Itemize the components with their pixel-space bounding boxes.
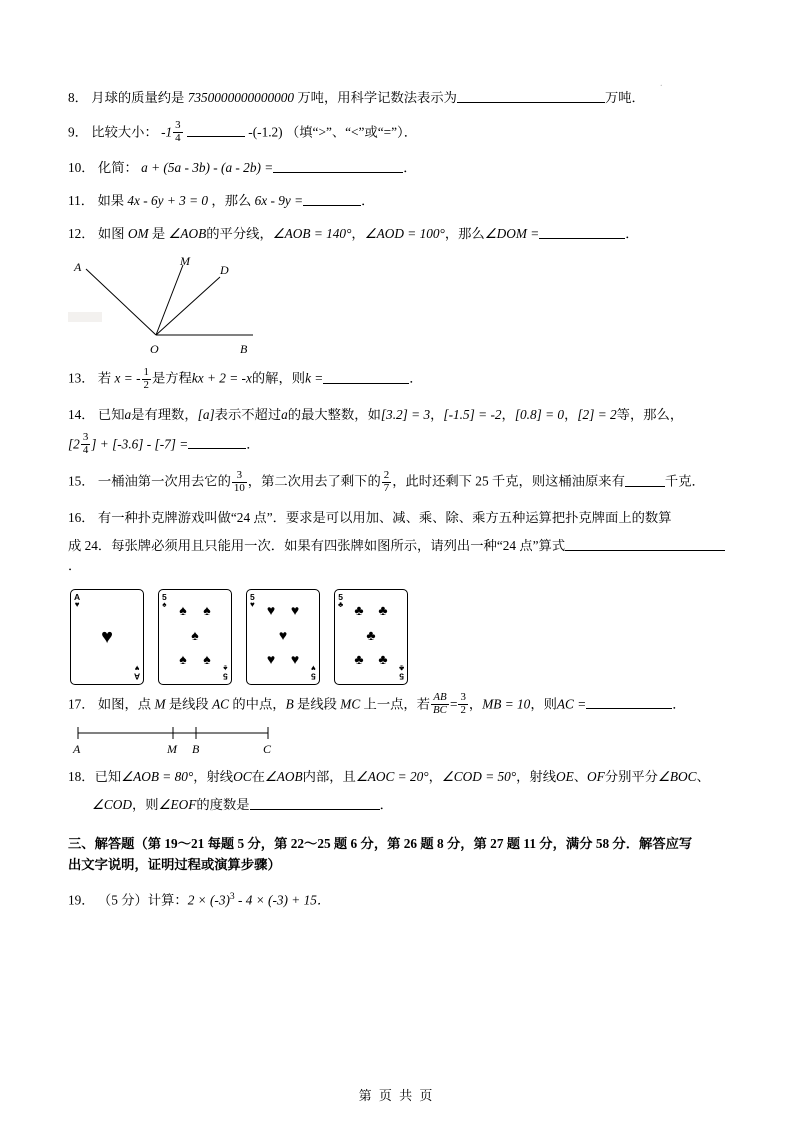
question-18-line1-g: 内部，且: [302, 769, 356, 785]
question-18-line1-o: 分别平分: [604, 769, 658, 785]
question-14-line1-d: [a]: [197, 406, 215, 422]
question-16-answer-blank: [565, 537, 725, 551]
question-18-line2-after: ．: [379, 797, 393, 813]
question-14-example-2: [-1.5] = -2: [443, 406, 502, 422]
question-9: [68, 121, 728, 146]
question-14-line1-a: 已知: [97, 406, 125, 422]
question-12-text-4: ，那么: [444, 226, 485, 242]
spade-icon: ♠: [179, 603, 187, 619]
question-19: [68, 890, 728, 910]
segment-label-A: A: [73, 742, 81, 757]
question-17-frac2-numerator: 3: [460, 691, 466, 704]
question-17-answer-blank: [586, 695, 672, 709]
question-10-answer-blank: [273, 160, 403, 174]
card-pip-grid: [83, 600, 131, 674]
question-17-frac-numerator: AB: [433, 691, 447, 704]
question-15-text-after: 千克．: [664, 473, 705, 489]
segment-label-C: C: [263, 742, 272, 757]
question-15-answer-blank: [625, 473, 665, 487]
question-18-line1-p: ∠BOC: [657, 769, 697, 785]
card-corner-bottom-right: [399, 664, 404, 681]
card-suit-icon: ♥: [74, 600, 80, 610]
question-18-line1-h: ∠AOC = 20°: [355, 769, 429, 785]
question-8-text-before: 月球的质量约是: [91, 90, 185, 105]
card-suit-icon: ♥: [311, 664, 316, 674]
heart-icon: ♥: [266, 603, 276, 619]
angle-label-A: A: [74, 260, 82, 275]
question-17-number: 17．: [68, 695, 95, 711]
card-pip-grid: [347, 600, 395, 674]
question-10-text-before: 化简：: [97, 160, 138, 176]
question-12-text-1: 是: [151, 226, 166, 242]
question-18-line1-e: 在: [251, 769, 265, 785]
question-8-text-mid: 万吨，用科学记数法表示为: [297, 90, 457, 105]
question-13-expr-1: x = -: [114, 370, 141, 386]
question-14-number: 14．: [68, 406, 95, 422]
question-14-answer-blank: [188, 435, 246, 449]
card-ace-hearts: [70, 589, 144, 685]
question-12-eq-1: ∠AOB = 140°: [272, 226, 352, 242]
question-17-ac: AC: [212, 695, 230, 711]
question-17-t1: 是线段: [168, 695, 209, 711]
question-17-t5: ，: [468, 695, 483, 711]
question-12: [68, 224, 728, 244]
question-18-line1-f: ∠AOB: [264, 769, 303, 785]
heart-icon: ♥: [278, 628, 288, 644]
question-15-fraction-2: [382, 470, 391, 495]
question-8-text-after: 万吨．: [604, 90, 645, 105]
card-suit-icon: ♠: [162, 600, 167, 610]
question-11-expr-1: 4x - 6y + 3 = 0: [127, 193, 209, 209]
question-12-text-before: 如图: [97, 226, 125, 242]
question-8-answer-blank: [457, 89, 605, 103]
document-content: [68, 88, 728, 923]
question-17-eq: =: [449, 695, 458, 711]
question-13-text-mid-2: 的解，则: [251, 370, 306, 386]
club-icon: ♣: [378, 653, 388, 669]
question-18-line2-c: ∠EOF: [158, 797, 197, 813]
spade-icon: ♠: [203, 653, 211, 669]
question-14-line1-c: 是有理数，: [131, 406, 198, 422]
card-pip-grid: [171, 600, 219, 674]
angle-label-B: B: [240, 342, 248, 357]
question-9-text-after: （填“>”、“<”或“=”）．: [285, 124, 417, 140]
question-19-number: 19．: [68, 891, 95, 907]
question-10-expr: a + (5a - 3b) - (a - 2b) =: [141, 160, 274, 176]
question-15-frac2-denominator: 7: [383, 481, 390, 494]
segment-label-M: M: [167, 742, 177, 757]
playing-cards-figure: [70, 589, 728, 685]
question-13-frac-denominator: 2: [143, 378, 149, 391]
question-9-frac-numerator: 3: [175, 119, 181, 132]
question-14-line1-f: a: [281, 406, 288, 422]
question-17-text-after: ．: [672, 695, 686, 711]
question-9-number: 9．: [68, 124, 88, 140]
section-three-header: [68, 833, 728, 876]
question-15-text-mid: ，第二次用去了剩下的: [247, 473, 381, 489]
card-rank: 5: [223, 671, 228, 682]
question-11: [68, 191, 728, 211]
question-19-expr-a: 2 × (-3): [187, 891, 230, 907]
question-13-expr-2: kx + 2 = -x: [191, 370, 252, 386]
question-9-answer-blank: [187, 124, 245, 138]
card-corner-bottom-right: [223, 664, 228, 681]
question-14-frac-denominator: 4: [82, 443, 89, 456]
question-16-line-2-after: ．: [68, 557, 82, 573]
question-16: [68, 508, 728, 576]
question-18-answer-blank: [250, 796, 380, 810]
question-14-line2-pre: [2: [68, 436, 80, 452]
card-rank: 5: [399, 671, 404, 682]
question-13-text-mid: 是方程: [151, 370, 192, 386]
question-10-text-after: ．: [403, 160, 417, 176]
question-18-line1-d: OC: [233, 769, 252, 785]
card-rank: 5: [250, 591, 255, 602]
question-18-line1-b: ∠AOB = 80°: [121, 769, 194, 785]
question-18-line2-a: ∠COD: [92, 797, 132, 813]
question-17-t2: 的中点，: [232, 695, 286, 711]
card-corner-bottom-right: [311, 664, 316, 681]
card-suit-icon: ♥: [134, 664, 140, 674]
question-12-number: 12．: [68, 226, 95, 242]
question-14-line1-h: 等，那么，: [616, 406, 684, 422]
card-corner-top-left: [338, 593, 343, 610]
question-17-value-fraction: [458, 692, 467, 717]
question-15-frac2-numerator: 2: [383, 468, 390, 481]
angle-label-O: O: [150, 342, 159, 357]
question-17-b: B: [285, 695, 294, 711]
question-16-line-1: 有一种扑克牌游戏叫做“24 点”．要求是可以用加、减、乘、除、乘方五种运算把扑克牌面上的数算: [97, 509, 672, 525]
card-suit-icon: ♠: [223, 664, 228, 674]
question-18-number: 18．: [68, 769, 95, 785]
club-icon: ♣: [366, 628, 376, 644]
page-footer: 第 页 共 页: [358, 1088, 435, 1103]
question-11-number: 11．: [68, 193, 95, 209]
question-11-text-before: 如果: [97, 193, 125, 209]
question-14: 14． 已知a是有理数，[a]表示不超过a的最大整数，如[3.2] = 3，[-1.5] = -2，[0.8] = 0，[2] = 2等，那么， [2 $\frac{3}{4}$ ] + [-3.6] - [-7] = ．: [68, 406, 684, 456]
question-14-fraction: [81, 432, 90, 457]
card-suit-icon: ♥: [250, 600, 255, 610]
question-11-expr-2: 6x - 9y =: [254, 193, 304, 209]
question-19-expr-sup: 3: [229, 890, 235, 902]
question-18-line1-i: ，: [428, 769, 442, 785]
question-16-line-2: 成 24．每张牌必须用且只能用一次．如果有四张牌如图所示，请列出一种“24 点”算式: [68, 537, 566, 553]
heart-icon: ♥: [266, 653, 276, 669]
section-three-title-line1: 三、解答题（第 19～21 每题 5 分，第 22～25 题 6 分，第 26 题 8 分，第 27 题 11 分，满分 58 分．解答应写: [68, 836, 693, 852]
card-rank: A: [74, 591, 81, 602]
question-15: [68, 470, 728, 495]
question-18-line1-q: 、: [696, 769, 710, 785]
question-13-fraction: [142, 367, 151, 392]
question-17-mc: MC: [340, 695, 361, 711]
question-10: [68, 158, 728, 178]
question-19-points: （5 分）: [97, 891, 148, 907]
question-14-line2-after: ．: [246, 436, 260, 452]
spade-icon: ♠: [191, 628, 199, 644]
question-14-example-1: [3.2] = 3: [380, 406, 431, 422]
section-three-title-line2: 出文字说明，证明过程或演算步骤）: [68, 857, 281, 873]
question-19-text: 计算：: [147, 891, 188, 907]
question-8: [68, 88, 728, 108]
question-9-expr-left: -1: [161, 124, 173, 140]
question-9-fraction: [173, 120, 182, 145]
question-17: [68, 693, 728, 718]
question-12-text-2: 的平分线，: [206, 226, 273, 242]
card-rank: A: [133, 671, 140, 682]
card-rank: 5: [338, 591, 343, 602]
question-14-line1-b: a: [124, 406, 132, 422]
question-12-eq-2: ∠AOD = 100°: [364, 226, 445, 242]
question-17-frac-denominator: BC: [433, 703, 447, 716]
question-18-line1-c: ，射线: [193, 769, 234, 785]
question-17-mb: MB = 10: [482, 695, 531, 711]
question-18-line1-j: ∠COD = 50°: [441, 769, 517, 785]
card-five-hearts: [246, 589, 320, 685]
question-15-frac1-numerator: 3: [236, 468, 243, 481]
question-16-number: 16．: [68, 509, 95, 525]
heart-icon: ♥: [290, 603, 300, 619]
heart-icon: ♥: [290, 653, 300, 669]
question-17-t4: 上一点，若: [363, 695, 431, 711]
question-17-acv: AC =: [556, 695, 587, 711]
question-11-text-mid: ，那么: [211, 193, 252, 209]
card-five-spades: [158, 589, 232, 685]
question-12-text-3: ，: [351, 226, 365, 242]
segment-label-B: B: [192, 742, 200, 757]
card-pip-grid: [259, 600, 307, 674]
card-corner-top-left: [250, 593, 255, 610]
question-14-example-3: [0.8] = 0: [514, 406, 565, 422]
question-13-text-before: 若: [97, 370, 112, 386]
question-18-line1-l: OE: [556, 769, 574, 785]
question-12-text-after: ．: [625, 226, 639, 242]
question-15-fraction-1: [232, 470, 247, 495]
card-rank: 5: [162, 591, 167, 602]
card-rank: 5: [311, 671, 316, 682]
question-17-t3: 是线段: [297, 695, 337, 711]
question-9-frac-denominator: 4: [175, 132, 181, 145]
question-17-m: M: [154, 695, 166, 711]
card-suit-icon: ♣: [398, 664, 404, 674]
question-11-text-after: ．: [361, 193, 375, 209]
question-13-number: 13．: [68, 370, 95, 386]
question-13-expr-3: k =: [305, 370, 324, 386]
question-9-expr-right: -(-1.2): [248, 124, 283, 140]
angle-label-D: D: [220, 263, 229, 278]
question-15-text-before: 一桶油第一次用去它的: [97, 473, 231, 489]
question-17-t6: ，则: [530, 695, 557, 711]
question-19-expr-b: - 4 × (-3) + 15．: [234, 891, 331, 907]
question-18: [68, 767, 728, 815]
spade-icon: ♠: [203, 603, 211, 619]
segment-figure-q17: [68, 721, 728, 763]
question-14-frac-numerator: 3: [82, 431, 89, 444]
question-12-dom: ∠DOM =: [484, 226, 540, 242]
question-8-number: 8．: [68, 90, 88, 105]
question-18-line1-m: 、: [573, 769, 588, 785]
card-five-clubs: [334, 589, 408, 685]
question-10-number: 10．: [68, 160, 95, 176]
question-17-text-before: 如图，点: [97, 695, 152, 711]
question-18-line2-d: 的度数是: [196, 797, 250, 813]
question-13-text-after: ．: [409, 370, 423, 386]
club-icon: ♣: [354, 653, 364, 669]
question-15-frac1-denominator: 10: [233, 481, 245, 494]
question-13-answer-blank: [323, 370, 409, 384]
question-12-om: OM: [127, 226, 149, 242]
card-corner-top-left: [74, 593, 80, 610]
angle-label-M: M: [180, 257, 190, 269]
card-corner-bottom-right: [134, 664, 140, 681]
question-14-line1-e: 表示不超过: [214, 406, 282, 422]
question-14-line1-g: 的最大整数，如: [287, 406, 381, 422]
card-corner-top-left: [162, 593, 167, 610]
question-17-ratio-fraction: [431, 692, 449, 717]
question-12-aob: ∠AOB: [168, 226, 207, 242]
question-14-line2-mid: ] + [-3.6] - [-7] =: [91, 436, 189, 452]
question-12-answer-blank: [539, 226, 625, 240]
heart-icon: ♥: [101, 625, 113, 648]
club-icon: ♣: [378, 603, 388, 619]
club-icon: ♣: [354, 603, 364, 619]
question-18-line1-k: ，射线: [516, 769, 557, 785]
question-17-frac2-denominator: 2: [460, 703, 466, 716]
question-14-example-4: [2] = 2: [577, 406, 617, 422]
question-13: [68, 367, 728, 392]
question-15-text-mid-2: ，此时还剩下 25 千克，则这桶油原来有: [392, 473, 625, 489]
spade-icon: ♠: [179, 653, 187, 669]
question-8-value: 7350000000000000: [187, 90, 295, 105]
question-9-text-before: 比较大小：: [91, 124, 158, 140]
question-11-answer-blank: [303, 193, 361, 207]
question-18-line1-n: OF: [587, 769, 605, 785]
question-18-line2-b: ，则: [132, 797, 159, 813]
page-dot-mark: .: [660, 78, 663, 89]
question-15-number: 15．: [68, 473, 95, 489]
angle-figure-q12: [68, 257, 728, 361]
question-13-frac-numerator: 1: [143, 365, 149, 378]
question-18-line1-a: 已知: [94, 769, 122, 785]
card-suit-icon: ♣: [338, 600, 344, 610]
